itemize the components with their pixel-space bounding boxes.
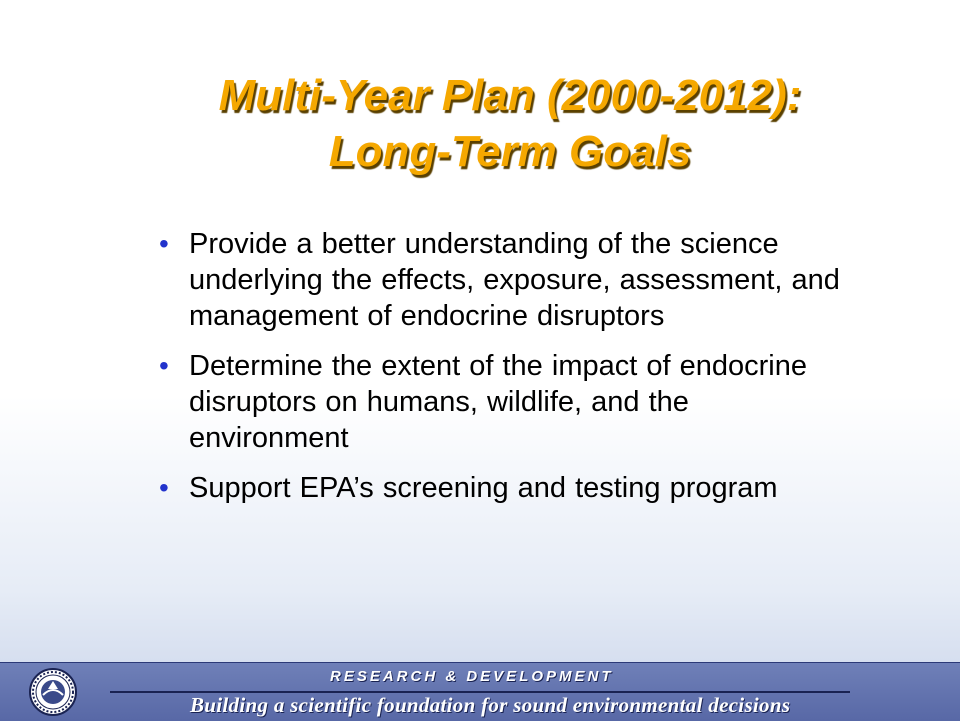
bullet-icon: • [159, 472, 169, 503]
slide-title-line-2: Long-Term Goals [328, 127, 692, 176]
bullet-item [155, 226, 855, 334]
bullet-text: Determine the extent of the impact of endocrine disruptors on humans, wildlife, and the environment [189, 350, 807, 454]
footer-banner [0, 662, 960, 721]
bullet-text: Support EPA’s screening and testing program [189, 472, 778, 504]
bullet-icon: • [159, 350, 169, 381]
footer-tagline: Building a scientific foundation for sound environmental decisions [190, 693, 791, 717]
bullet-item [155, 470, 855, 506]
bullet-item [155, 348, 855, 456]
epa-seal-icon [28, 667, 78, 717]
bullet-icon: • [159, 228, 169, 259]
slide-title-line-1: Multi-Year Plan (2000-2012): [218, 71, 802, 120]
footer-heading: RESEARCH & DEVELOPMENT [330, 668, 614, 685]
slide-title [90, 68, 930, 180]
bullet-list [155, 226, 855, 520]
bullet-text: Provide a better understanding of the science underlying the effects, exposure, assessment, and management of endocrine disruptors [189, 228, 840, 332]
